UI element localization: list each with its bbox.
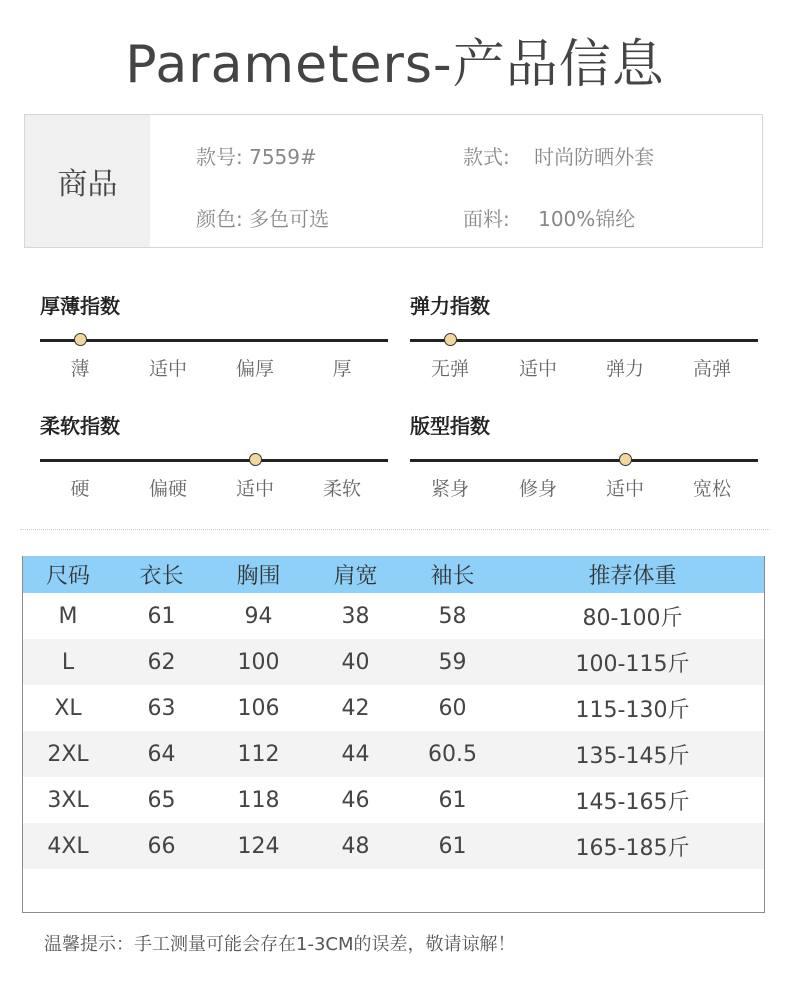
table-header-row — [23, 556, 764, 593]
table-cell: 59 — [404, 639, 501, 685]
table-cell: 165-185斤 — [501, 823, 764, 869]
table-cell: 2XL — [23, 731, 113, 777]
style-value: 时尚防晒外套 — [534, 145, 655, 169]
column-header: 衣长 — [113, 556, 210, 593]
column-header: 袖长 — [404, 556, 501, 593]
table-row — [23, 639, 764, 685]
table-row — [23, 685, 764, 731]
table-cell: 118 — [237, 787, 280, 813]
table-cell: 115-130斤 — [575, 697, 690, 723]
fit-index — [410, 410, 758, 510]
table-row — [23, 731, 764, 777]
table-cell: 80-100斤 — [582, 605, 683, 631]
index-label: 偏厚 — [235, 358, 274, 380]
fabric-label: 面料: — [463, 207, 510, 231]
style-label: 款式: — [463, 145, 510, 169]
table-row — [23, 823, 764, 869]
color-value: 多色可选 — [249, 207, 330, 231]
table-cell: 65 — [147, 787, 176, 813]
table-cell: 60.5 — [404, 731, 501, 777]
index-label: 弹力 — [605, 358, 644, 380]
table-cell: 64 — [113, 731, 210, 777]
index-title: 弹力指数 — [410, 294, 490, 318]
measurement-tip: 温馨提示：手工测量可能会存在1-3CM的误差，敬请谅解！ — [44, 934, 516, 955]
product-label: 商品 — [25, 115, 150, 247]
table-cell: 62 — [113, 639, 210, 685]
table-cell: 4XL — [23, 823, 113, 869]
elasticity-index — [410, 290, 758, 390]
product-info-box — [24, 114, 763, 248]
index-label: 适中 — [235, 478, 274, 500]
table-cell: L — [23, 639, 113, 685]
index-label: 宽松 — [692, 478, 731, 500]
index-label: 修身 — [518, 478, 557, 500]
index-label: 柔软 — [322, 478, 361, 500]
color-field — [196, 203, 329, 232]
table-cell: 40 — [307, 639, 404, 685]
index-label: 无弹 — [430, 358, 469, 380]
index-label: 适中 — [148, 358, 187, 380]
index-scale-line — [40, 459, 388, 462]
index-label: 硬 — [70, 478, 90, 500]
table-cell: XL — [54, 695, 82, 721]
table-cell: 42 — [341, 695, 370, 721]
table-cell: 61 — [404, 823, 501, 869]
table-cell: 145-165斤 — [575, 789, 690, 815]
thickness-index — [40, 290, 388, 390]
table-cell: 106 — [237, 695, 280, 721]
index-label: 紧身 — [430, 478, 469, 500]
table-cell: 66 — [113, 823, 210, 869]
table-cell: 48 — [307, 823, 404, 869]
table-cell: 58 — [438, 603, 467, 629]
index-label: 适中 — [518, 358, 557, 380]
index-indicator-dot — [444, 333, 457, 346]
dotted-divider — [20, 529, 770, 530]
model-value: 7559# — [249, 145, 317, 169]
table-cell: M — [58, 603, 78, 629]
table-cell: 100-115斤 — [501, 639, 764, 685]
softness-index — [40, 410, 388, 510]
index-indicator-dot — [249, 453, 262, 466]
table-cell: 3XL — [47, 787, 89, 813]
table-row — [23, 777, 764, 823]
table-cell: 63 — [147, 695, 176, 721]
fabric-value: 100%锦纶 — [538, 207, 636, 231]
table-cell: 112 — [210, 731, 307, 777]
size-table-container — [22, 556, 765, 913]
table-cell: 61 — [147, 603, 176, 629]
column-header: 推荐体重 — [501, 556, 764, 593]
index-label: 适中 — [605, 478, 644, 500]
size-table — [23, 556, 764, 869]
column-header: 胸围 — [210, 556, 307, 593]
index-scale-line — [410, 339, 758, 342]
column-header: 尺码 — [23, 556, 113, 593]
index-scale-line — [40, 339, 388, 342]
index-scale-line — [410, 459, 758, 462]
color-label: 颜色: — [196, 207, 243, 231]
index-label: 偏硬 — [148, 478, 187, 500]
index-indicator-dot — [619, 453, 632, 466]
page-title: Parameters-产品信息 — [125, 35, 665, 95]
index-title: 柔软指数 — [40, 414, 120, 438]
table-cell: 94 — [244, 603, 273, 629]
index-label: 厚 — [332, 358, 352, 380]
index-title: 版型指数 — [410, 414, 490, 438]
model-label: 款号: — [196, 145, 243, 169]
table-cell: 38 — [341, 603, 370, 629]
index-label: 高弹 — [692, 358, 731, 380]
table-row — [23, 593, 764, 639]
index-indicator-dot — [74, 333, 87, 346]
table-cell: 61 — [438, 787, 467, 813]
table-cell: 135-145斤 — [501, 731, 764, 777]
column-header: 肩宽 — [307, 556, 404, 593]
table-cell: 44 — [307, 731, 404, 777]
table-cell: 60 — [438, 695, 467, 721]
index-label: 薄 — [70, 358, 90, 380]
table-cell: 46 — [341, 787, 370, 813]
style-field — [463, 141, 654, 170]
fabric-field — [463, 203, 635, 232]
table-cell: 124 — [210, 823, 307, 869]
index-title: 厚薄指数 — [40, 294, 120, 318]
table-cell: 100 — [210, 639, 307, 685]
model-field — [196, 141, 317, 170]
